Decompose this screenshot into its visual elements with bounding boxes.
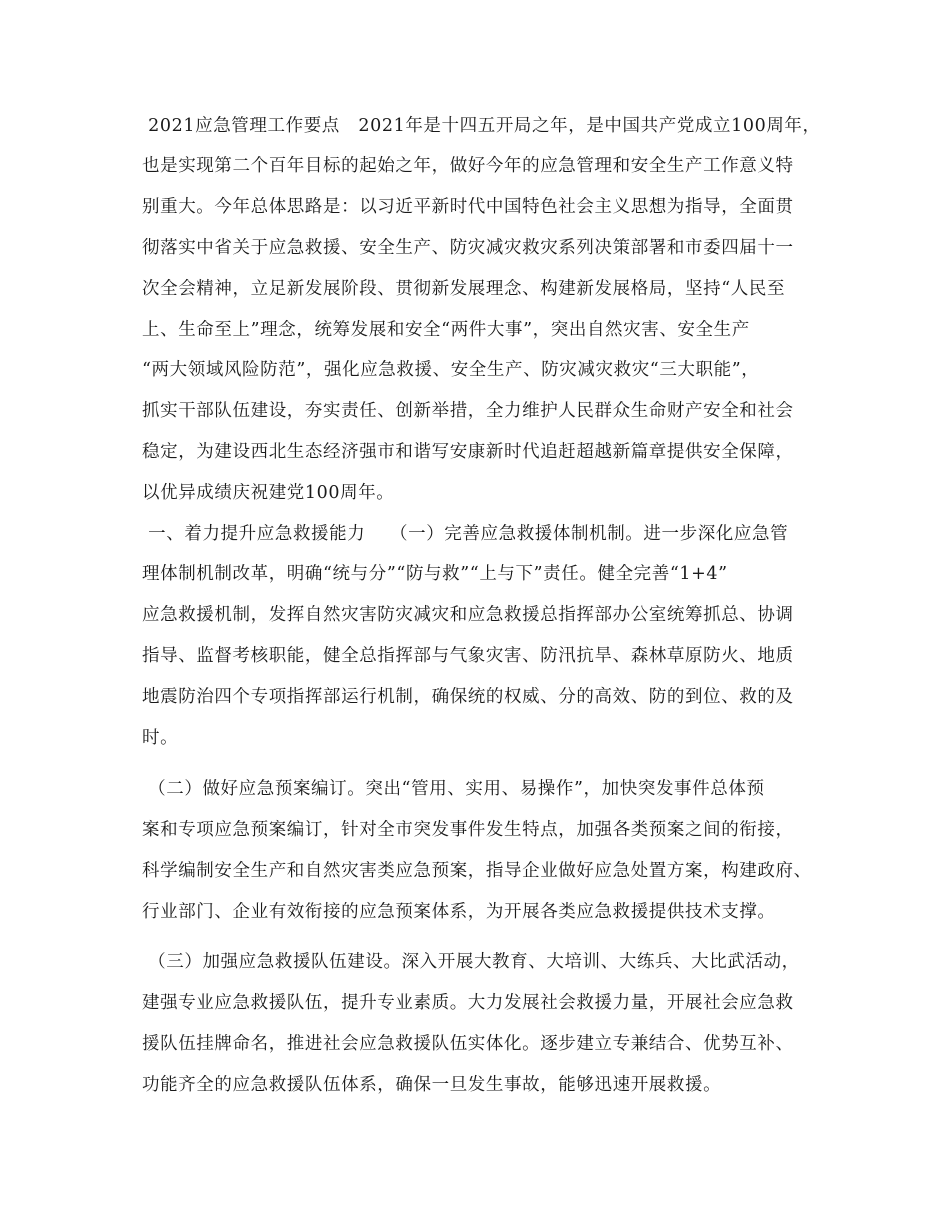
text-line: 也是实现第二个百年目标的起始之年，做好今年的应急管理和安全生产工作意义特 <box>142 156 794 176</box>
text-line: 科学编制安全生产和自然灾害类应急预案，指导企业做好应急处置方案，构建政府、 <box>142 861 812 881</box>
text-line: 别重大。今年总体思路是：以习近平新时代中国特色社会主义思想为指导，全面贯 <box>142 197 794 217</box>
text-line: 抓实干部队伍建设，夯实责任、创新举措，全力维护人民群众生命财产安全和社会 <box>142 401 794 421</box>
text-line: 时。 <box>142 728 179 748</box>
text-line: 稳定，为建设西北生态经济强市和谐写安康新时代追赶超越新篇章提供安全保障， <box>142 442 794 462</box>
text-line: 次全会精神，立足新发展阶段、贯彻新发展理念、构建新发展格局，坚持“人民至 <box>142 279 786 299</box>
text-line: 以优异成绩庆祝建党100周年。 <box>142 483 395 503</box>
text-line: 地震防治四个专项指挥部运行机制，确保统的权威、分的高效、防的到位、救的及 <box>142 687 794 707</box>
text-line: “两大领域风险防范”，强化应急救援、安全生产、防灾减灾救灾“三大职能”， <box>142 360 760 380</box>
text-line: （三）加强应急救援队伍建设。深入开展大教育、大培训、大练兵、大比武活动， <box>142 952 800 972</box>
text-line: 一、着力提升应急救援能力 （一）完善应急救援体制机制。进一步深化应急管 <box>142 524 789 544</box>
text-line: 案和专项应急预案编订，针对全市突发事件发生特点，加强各类预案之间的衔接， <box>142 820 794 840</box>
text-line: 理体制机制改革，明确“统与分”“防与救”“上与下”责任。健全完善“1+4” <box>142 564 728 584</box>
text-line: 上、生命至上”理念，统筹发展和安全“两件大事”，突出自然灾害、安全生产 <box>142 320 750 340</box>
text-line: 彻落实中省关于应急救援、安全生产、防灾减灾救灾系列决策部署和市委四届十一 <box>142 238 794 258</box>
text-line: 2021应急管理工作要点 2021年是十四五开局之年，是中国共产党成立100周年， <box>142 116 821 136</box>
text-line: 行业部门、企业有效衔接的应急预案体系，为开展各类应急救援提供技术支撑。 <box>142 902 776 922</box>
text-line: 建强专业应急救援队伍，提升专业素质。大力发展社会救援力量，开展社会应急救 <box>142 993 794 1013</box>
text-line: 应急救援机制，发挥自然灾害防灾减灾和应急救援总指挥部办公室统筹抓总、协调 <box>142 605 794 625</box>
text-line: 功能齐全的应急救援队伍体系，确保一旦发生事故，能够迅速开展救援。 <box>142 1075 722 1095</box>
text-line: （二）做好应急预案编订。突出“管用、实用、易操作”，加快突发事件总体预 <box>142 779 765 799</box>
text-line: 援队伍挂牌命名，推进社会应急救援队伍实体化。逐步建立专兼结合、优势互补、 <box>142 1034 794 1054</box>
text-line: 指导、监督考核职能，健全总指挥部与气象灾害、防汛抗旱、森林草原防火、地质 <box>142 646 794 666</box>
